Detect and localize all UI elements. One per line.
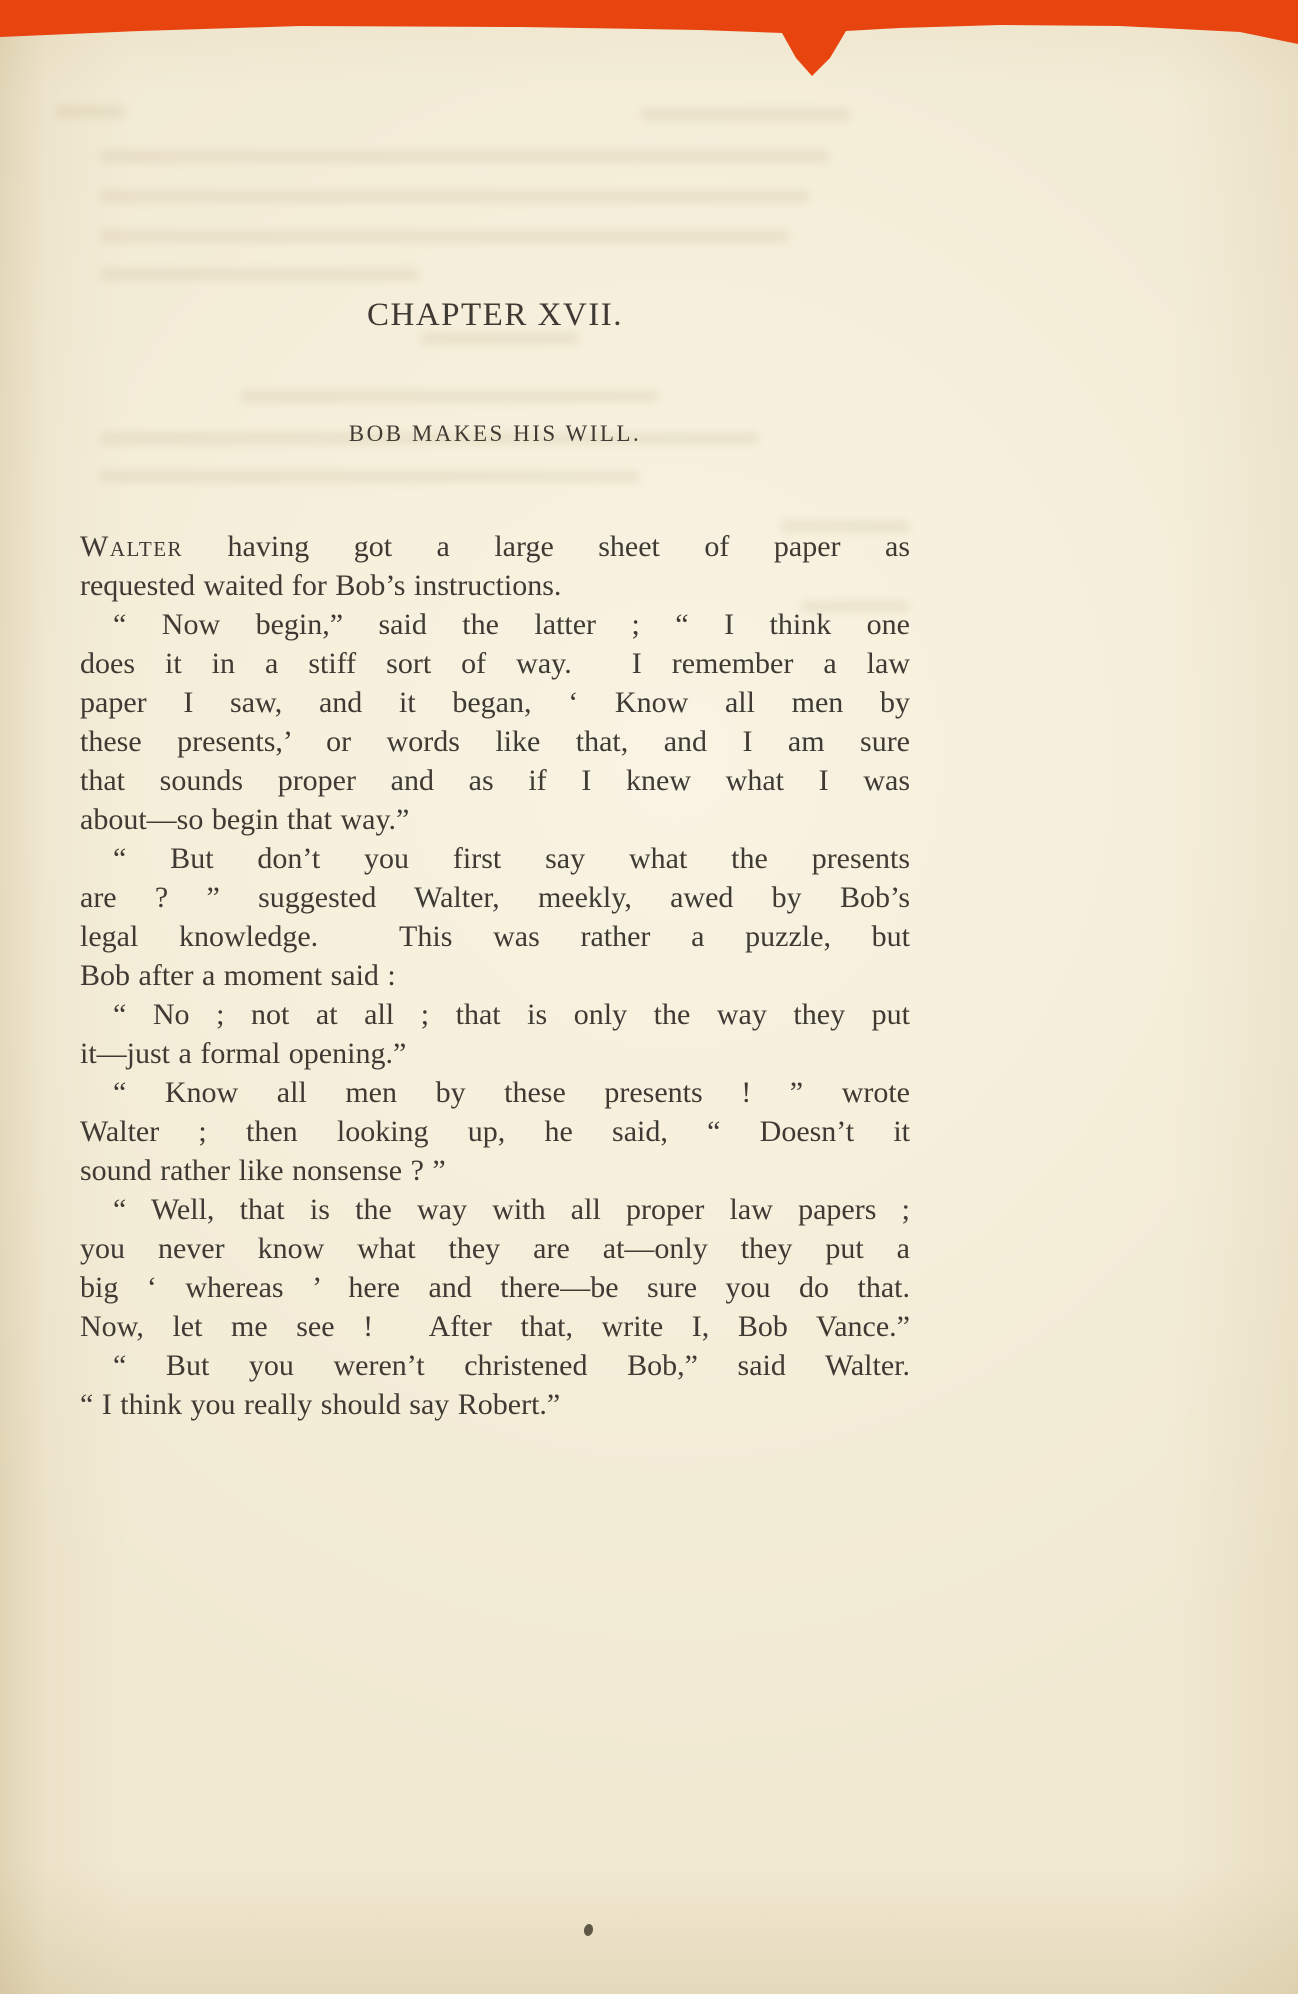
ghost-line [100,470,640,483]
ghost-line [100,190,810,203]
ghost-line [100,268,420,281]
text-line: “ Now begin,” said the latter ; “ I think one [113,608,910,641]
text-line: it—just a formal opening.” [80,1037,407,1070]
paragraph [80,527,910,605]
text-line: that sounds proper and as if I knew what I was [80,764,910,797]
text-line: “ No ; not at all ; that is only the way they put [113,998,910,1031]
ghost-line [100,230,790,243]
smallcaps-word: Walter [80,530,184,563]
text-line: “ But don’t you first say what the presents [113,842,910,875]
text-line: requested waited for Bob’s instructions. [80,569,562,602]
ghost-line [55,105,125,118]
chapter-heading: CHAPTER XVII. [367,297,623,333]
paragraph [80,995,910,1073]
text-line: does it in a stiff sort of way. I remember a law [80,647,910,680]
text-line: sound rather like nonsense ? ” [80,1154,446,1187]
text-line: Walter ; then looking up, he said, “ Doesn’t it [80,1115,910,1148]
paragraph [80,1190,910,1346]
text-line: Walter having got a large sheet of paper as [80,530,910,563]
paragraph [80,1346,910,1424]
text-line: big ‘ whereas ’ here and there—be sure you do that. [80,1271,910,1304]
paragraph [80,605,910,839]
text-line: are ? ” suggested Walter, meekly, awed by Bob’s [80,881,910,914]
body-text [80,527,910,1424]
ink-speck [583,1923,594,1937]
paragraph [80,1073,910,1190]
ghost-line [100,150,830,163]
paragraph [80,839,910,995]
ghost-line [640,108,850,121]
section-subtitle: BOB MAKES HIS WILL. [348,421,642,446]
text-line: “ I think you really should say Robert.” [80,1388,561,1421]
ghost-line [240,390,660,403]
text-line: “ Know all men by these presents ! ” wrote [113,1076,910,1109]
text-line: legal knowledge. This was rather a puzzle, but [80,920,910,953]
text-line: “ Well, that is the way with all proper law papers ; [113,1193,910,1226]
text-line: “ But you weren’t christened Bob,” said Walter. [113,1349,910,1382]
text-line: you never know what they are at—only they put a [80,1232,910,1265]
text-line: Bob after a moment said : [80,959,396,992]
text-line: Now, let me see ! After that, write I, Bob Vance.” [80,1310,910,1343]
top-edge-strip [0,0,1298,80]
text-line: about—so begin that way.” [80,803,410,836]
text-line: these presents,’ or words like that, and I am sure [80,725,910,758]
text-line: paper I saw, and it began, ‘ Know all men by [80,686,910,719]
